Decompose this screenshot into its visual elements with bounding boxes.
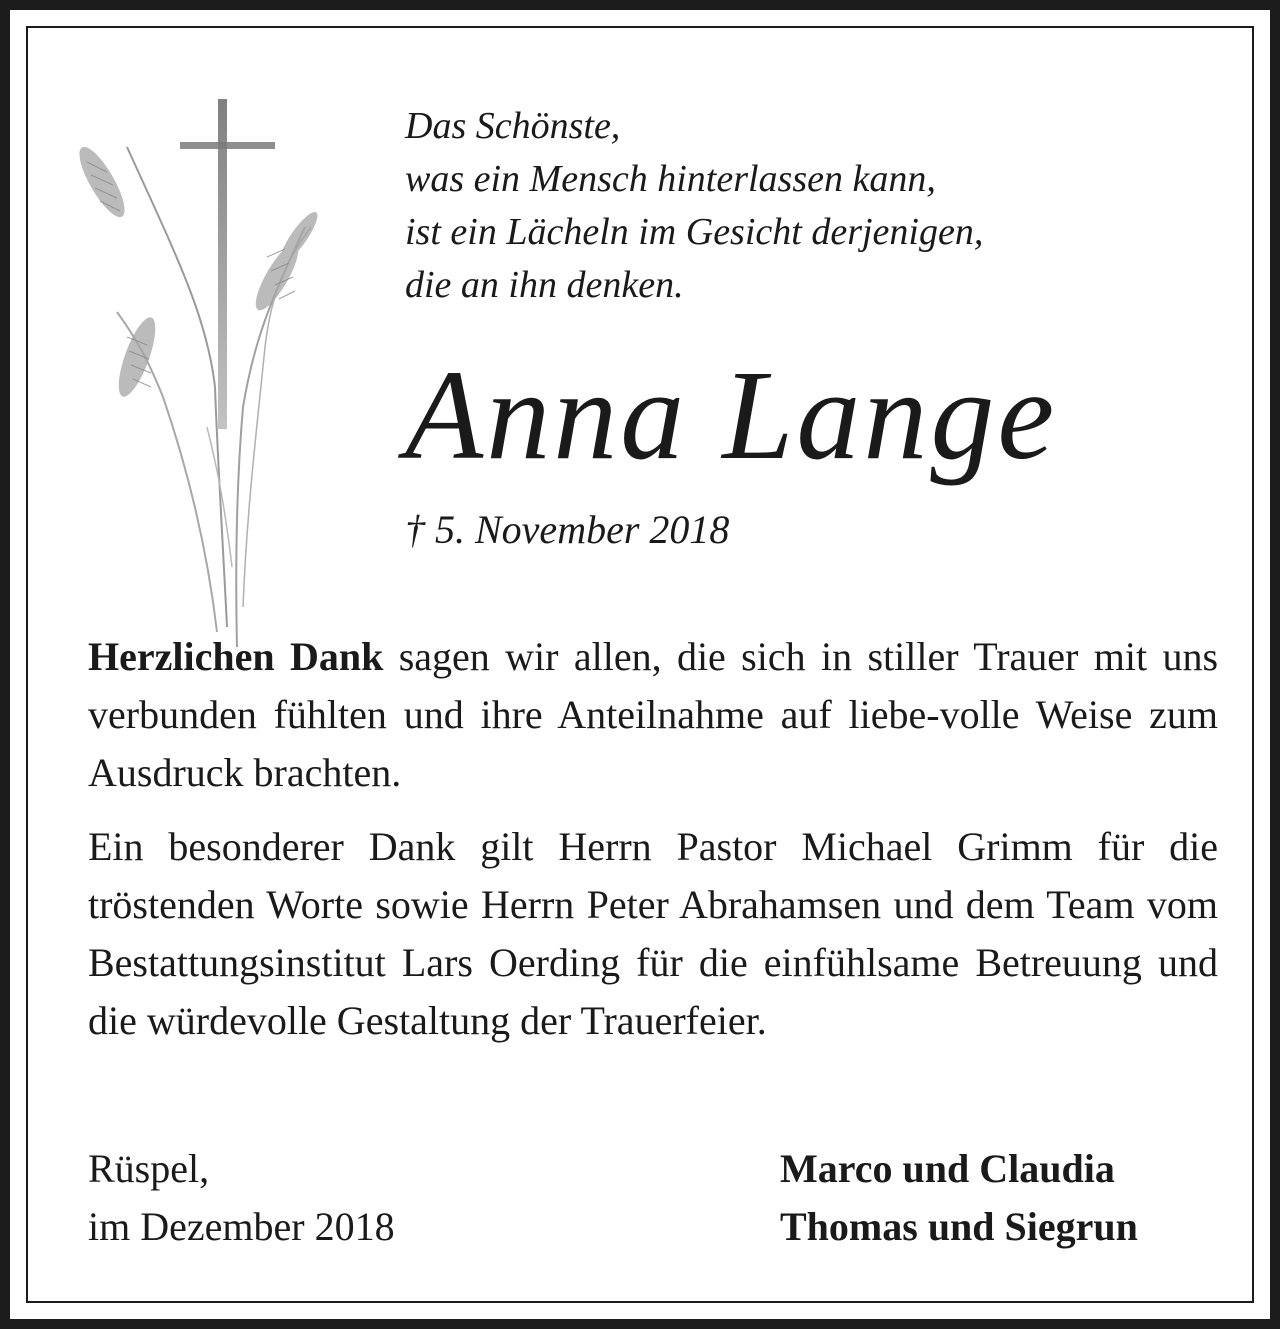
signer-line: Thomas und Siegrun <box>780 1204 1138 1249</box>
notice-body <box>10 10 1270 1319</box>
quote-line: ist ein Lächeln im Gesicht derjenigen, <box>405 211 984 253</box>
thanks-rest: sagen wir allen, die sich in stiller Trauer mit uns verbunden fühlten und ihre Anteilnahme auf liebe-volle Weise zum Ausdruck brachten. <box>88 634 1219 795</box>
quote-line: Das Schönste, <box>405 105 621 147</box>
signers <box>780 1140 1138 1256</box>
date: im Dezember 2018 <box>88 1204 395 1249</box>
quote-line: die an ihn denken. <box>405 264 684 306</box>
thanks-lead: Herzlichen Dank <box>88 634 384 679</box>
special-thanks-paragraph: Ein besonderer Dank gilt Herrn Pastor Michael Grimm für die tröstenden Worte sowie Herrn Peter Abrahamsen und dem Team vom Bestattungsinstitut Lars Oerding für die einfühlsame Betreuung und die würdevolle Gestaltung der Trauerfeier. <box>88 824 1218 1043</box>
signer-line: Marco und Claudia <box>780 1146 1115 1191</box>
thanks-paragraph <box>88 628 1218 802</box>
place: Rüspel, <box>88 1146 210 1191</box>
quote-block <box>405 100 1225 312</box>
death-date: † 5. November 2018 <box>405 507 730 552</box>
deceased-name: Anna Lange <box>405 344 1058 486</box>
place-date <box>88 1140 395 1256</box>
quote-line: was ein Mensch hinterlassen kann, <box>405 158 936 200</box>
cross-with-wheat-icon <box>67 87 327 647</box>
